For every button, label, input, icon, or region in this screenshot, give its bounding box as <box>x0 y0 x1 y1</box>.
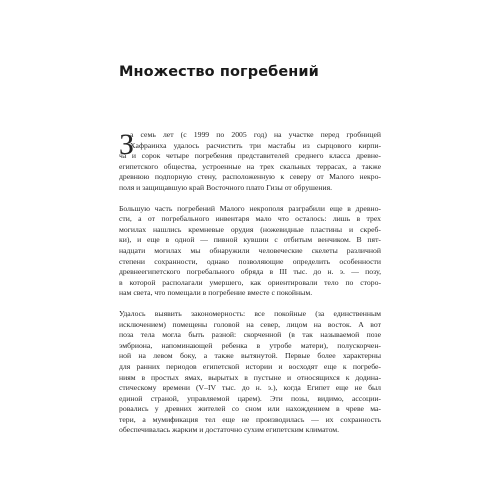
text-line: Большую часть погребений Малого некрополя разграбили еще в древно- <box>119 203 381 213</box>
drop-cap: З <box>119 128 135 161</box>
text-line: древнеегипетского погребального обряда в III тыс. до н. э. — позу, <box>119 267 381 277</box>
text-line: сти, а от погребального инвентаря мало что осталось: лишь в трех <box>119 214 381 224</box>
text-line: ча и сорок четыре погребения представителей среднего класса древне- <box>119 151 381 161</box>
text-line: ной на левом боку, а также вытянутой. Первые более характерны <box>119 351 381 361</box>
paragraph-3 <box>119 309 381 436</box>
text-line: для ранних периодов египетской истории и восходят еще к погребе- <box>119 362 381 372</box>
paragraph-2 <box>119 204 381 299</box>
body-text <box>119 130 381 446</box>
paragraph-1 <box>119 130 381 193</box>
text-line: эмбриона, напоминающей ребенка в утробе матери), полускорчен- <box>119 340 381 350</box>
text-line: в которой располагали умершего, как ориентировали тело по сторо- <box>119 277 381 287</box>
text-line: единой страной, управляемой царем). Эти позы, видимо, ассоции- <box>119 393 381 403</box>
text-line: египетского общества, устроенные на трех скальных террасах, а также <box>119 161 381 171</box>
text-line: Удалось выявить закономерность: все покойные (за единственным <box>119 309 381 319</box>
text-line: нам света, что помещали в погребение вместе с покойным. <box>119 288 313 298</box>
text-line: могилах нашлись кремневые орудия (ножевидные пластины и скреб- <box>119 224 381 234</box>
text-line: ниям в простых ямах, вырытых в пустыне и относящихся к додина- <box>119 372 381 382</box>
text-line: поля и защищавшую край Восточного плато Гизы от обрушения. <box>119 182 333 192</box>
text-line: тери, а мумификация тел еще не производилась — их сохранность <box>119 414 381 424</box>
text-line: древнюю подпорную стену, расположенную к северу от Малого некро- <box>119 172 381 182</box>
text-line: а семь лет (с 1999 по 2005 год) на участке перед гробницей <box>130 130 381 139</box>
text-line: исключением) помещены головой на север, лицом на восток. А вот <box>119 319 381 329</box>
chapter-heading: Множество погребений <box>119 64 319 80</box>
text-line: стическому времени (V–IV тыс. до н. э.), когда Египет еще не был <box>119 383 381 393</box>
text-line: поза тела могла быть разной: скорченной (в так называемой позе <box>119 330 381 340</box>
text-line: ровались у древних жителей со сном или нахождением в чреве ма- <box>119 404 381 414</box>
text-line: обеспечивалась жарким и достаточно сухим египетским климатом. <box>119 425 340 435</box>
text-line: надцати могилах мы обнаружили человеческие скелеты различной <box>119 246 381 256</box>
text-line: ки), и еще в одной — пивной кувшин с отбитым венчиком. В пят- <box>119 235 381 245</box>
text-line: степени сохранности, однако позволяющие определить особенности <box>119 256 381 266</box>
text-line: Хафраинха удалось расчистить три мастабы из сырцового кирпи- <box>130 140 381 150</box>
